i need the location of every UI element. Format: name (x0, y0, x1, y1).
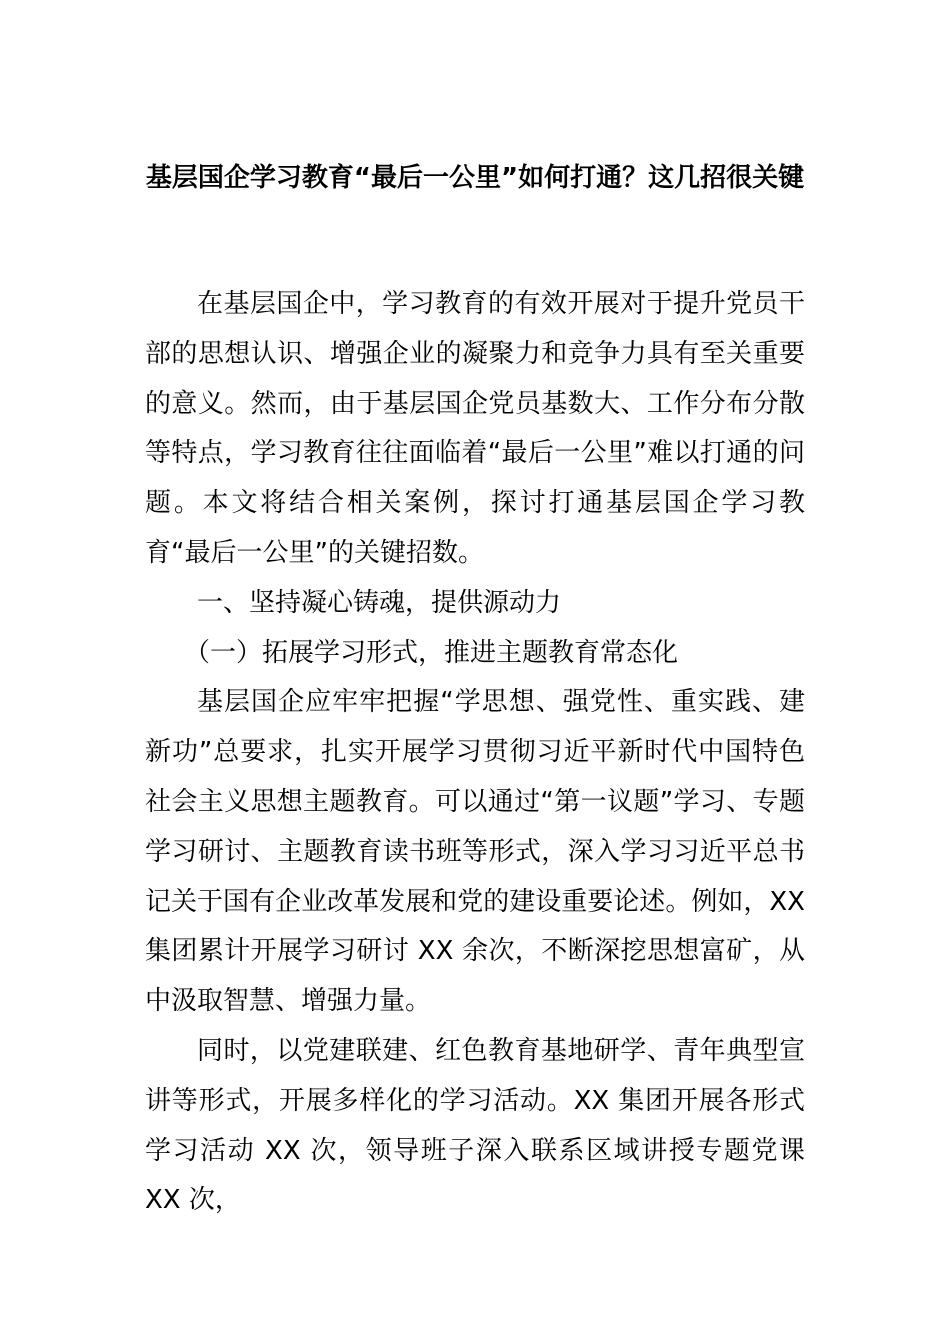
document-body (145, 280, 805, 1226)
paragraph-body: 基层国企应牢牢把握“学思想、强党性、重实践、建新功”总要求，扎实开展学习贯彻习近平新时代中国特色社会主义思想主题教育。可以通过“第一议题”学习、专题学习研讨、主题教育读书班等形式，深入学习习近平总书记关于国有企业改革发展和党的建设重要论述。例如，XX 集团累计开展学习研讨 XX 余次，不断深挖思想富矿，从中汲取智慧、增强力量。 (145, 687, 805, 1017)
paragraph-body: 同时，以党建联建、红色教育基地研学、青年典型宣讲等形式，开展多样化的学习活动。XX 集团开展各形式学习活动 XX 次，领导班子深入联系区域讲授专题党课 XX 次， (145, 1035, 805, 1216)
subsection-heading: （一）拓展学习形式，推进主题教育常态化 (184, 637, 679, 668)
paragraph-intro: 在基层国企中，学习教育的有效开展对于提升党员干部的思想认识、增强企业的凝聚力和竞争力具有至关重要的意义。然而，由于基层国企党员基数大、工作分布分散等特点，学习教育往往面临着“最后一公里”难以打通的问题。本文将结合相关案例，探讨打通基层国企学习教育“最后一公里”的关键招数。 (145, 289, 805, 568)
document-title: 基层国企学习教育“最后一公里”如何打通？这几招很关键 (145, 163, 805, 193)
section-heading: 一、坚持凝心铸魂，提供源动力 (197, 587, 562, 618)
